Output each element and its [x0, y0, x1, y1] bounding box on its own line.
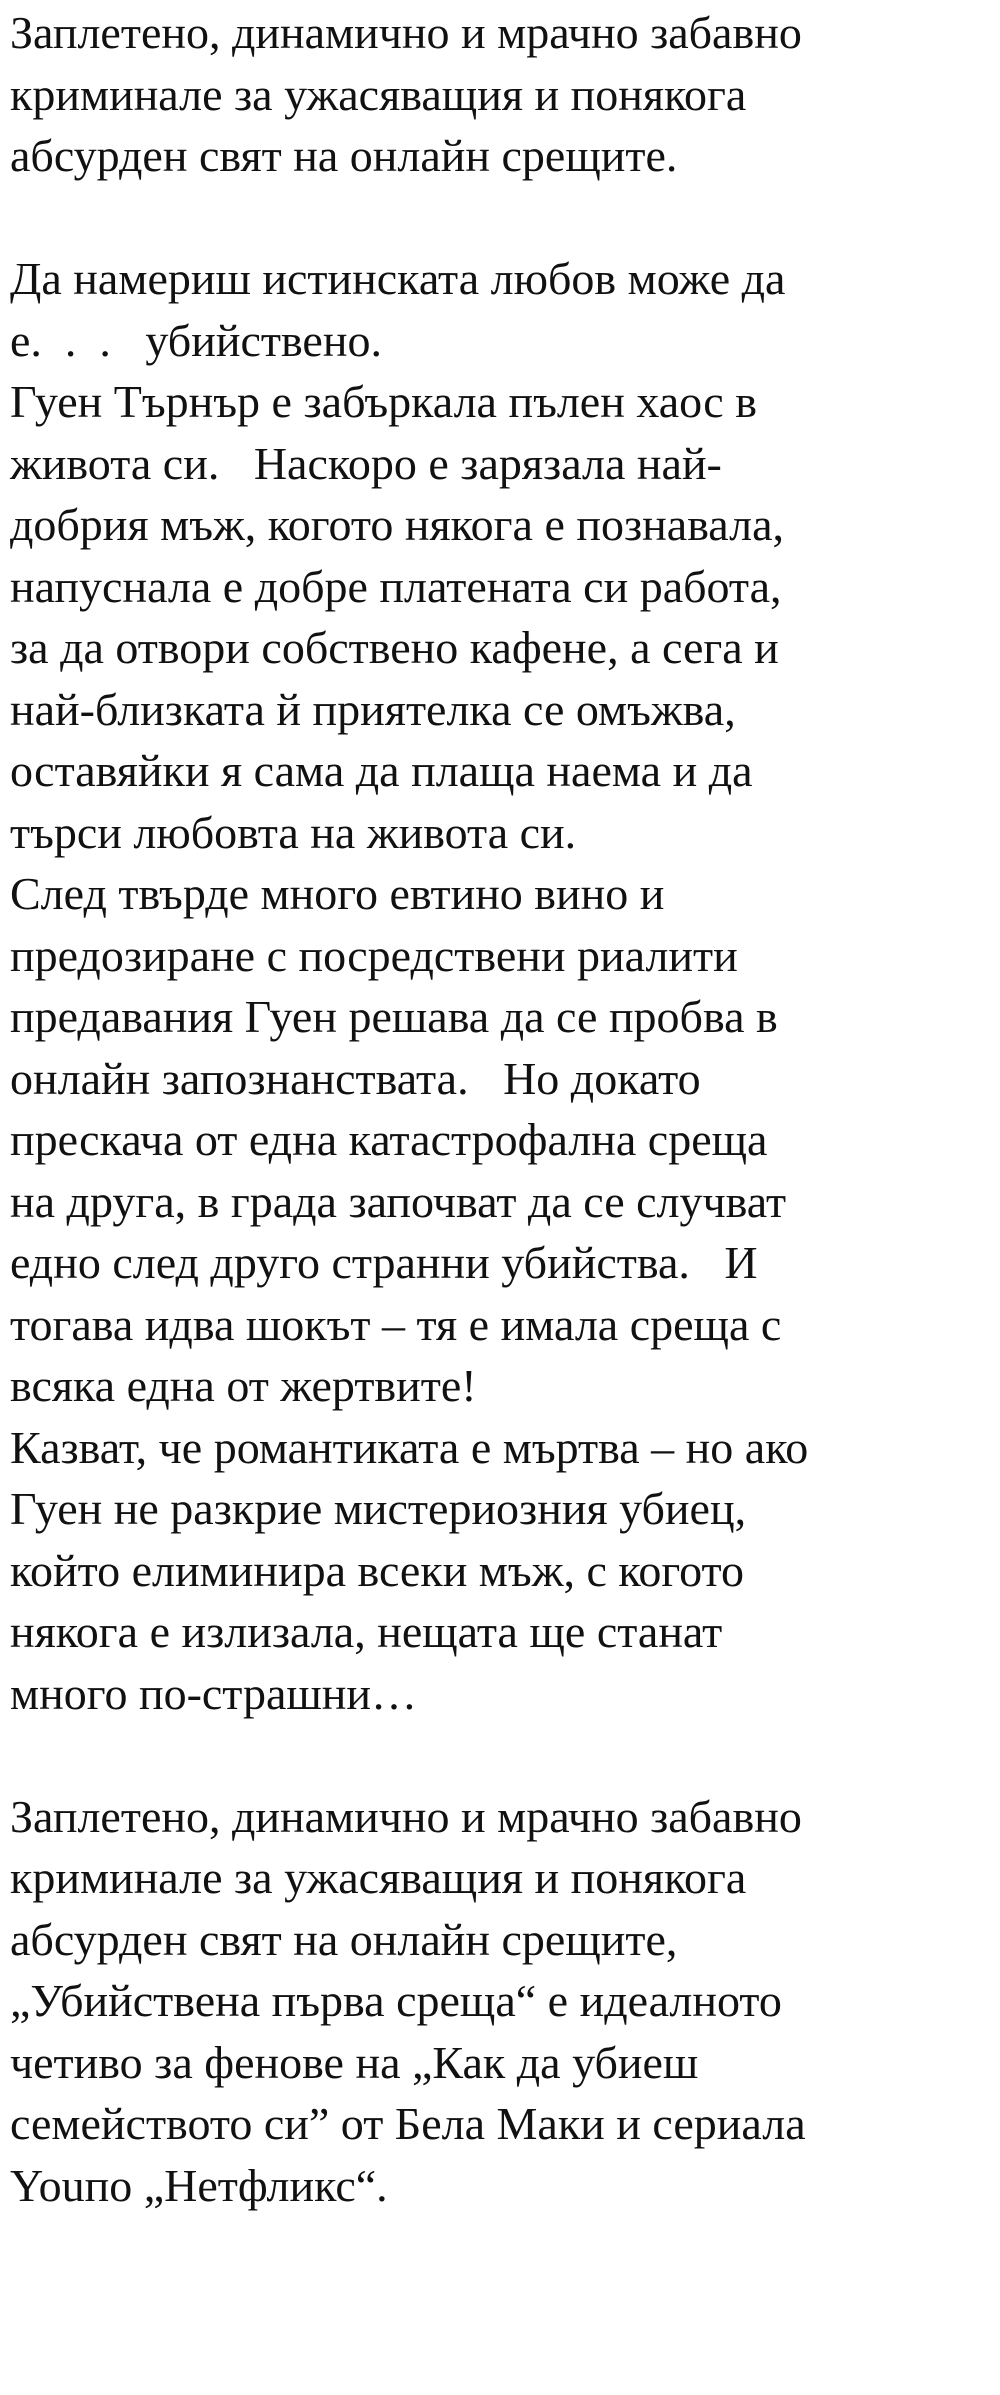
text-line: едно след друго странни убийства. И	[10, 1237, 758, 1288]
paragraph-tagline	[10, 248, 995, 371]
text-line: всяка една от жертвите!	[10, 1360, 477, 1411]
text-line: оставяйки я сама да плаща наема и да	[10, 745, 753, 796]
text-line: четиво за фенове на „Как да убиеш	[10, 2036, 699, 2088]
text-line: онлайн запознанствата. Но докато	[10, 1052, 701, 1104]
text-line: Youпо „Нетфликс“.	[10, 2159, 388, 2211]
text-line: Да намериш истинската любов може да	[10, 253, 786, 304]
text-line: криминале за ужасяващия и понякога	[10, 68, 747, 120]
text-line: който елиминира всеки мъж, с когото	[10, 1544, 745, 1596]
text-line: търси любовта на живота си.	[10, 806, 577, 858]
text-line: много по-страшни…	[10, 1667, 418, 1719]
paragraph-stakes	[10, 1417, 995, 1725]
text-line: предавания Гуен решава да се пробва в	[10, 991, 778, 1042]
text-line: добрия мъж, когото някога е познавала,	[10, 499, 785, 550]
text-line: Гуен Търнър е забъркала пълен хаос в	[10, 376, 757, 427]
paragraph-recommendation	[10, 1786, 995, 2217]
text-line: прескача от една катастрофална среща	[10, 1114, 768, 1165]
text-line: семейството си” от Бела Маки и сериала	[10, 2098, 806, 2149]
paragraph-intro	[10, 2, 995, 187]
text-line: абсурден свят на онлайн срещите.	[10, 130, 678, 181]
text-line: Заплетено, динамично и мрачно забавно	[10, 7, 802, 58]
document-body	[10, 2, 995, 2216]
text-line: тогава идва шокът – тя е имала среща с	[10, 1298, 782, 1350]
text-line: живота си. Наскоро е зарязала най-	[10, 437, 722, 489]
text-line: най-близката й приятелка се омъжва,	[10, 683, 736, 735]
paragraph-gwen-intro	[10, 371, 995, 863]
paragraph-plot	[10, 863, 995, 1417]
text-line: някога е излизала, нещата ще станат	[10, 1606, 723, 1657]
text-line: напуснала е добре платената си работа,	[10, 560, 782, 612]
text-line: Казват, че романтиката е мъртва – но ако	[10, 1421, 809, 1473]
text-line: предозиране с посредствени риалити	[10, 929, 738, 981]
text-line: е. . . убийствено.	[10, 314, 382, 366]
text-line: криминале за ужасяващия и понякога	[10, 1852, 747, 1903]
text-line: Гуен не разкрие мистериозния убиец,	[10, 1483, 747, 1534]
text-line: абсурден свят на онлайн срещите,	[10, 1913, 678, 1965]
text-line: След твърде много евтино вино и	[10, 868, 665, 919]
text-line: „Убийствена първа среща“ е идеалното	[10, 1975, 782, 2026]
text-line: за да отвори собствено кафене, а сега и	[10, 622, 779, 673]
text-line: Заплетено, динамично и мрачно забавно	[10, 1790, 802, 1842]
text-line: на друга, в града започват да се случват	[10, 1175, 787, 1227]
blank-line	[10, 187, 995, 249]
blank-line	[10, 1724, 995, 1786]
